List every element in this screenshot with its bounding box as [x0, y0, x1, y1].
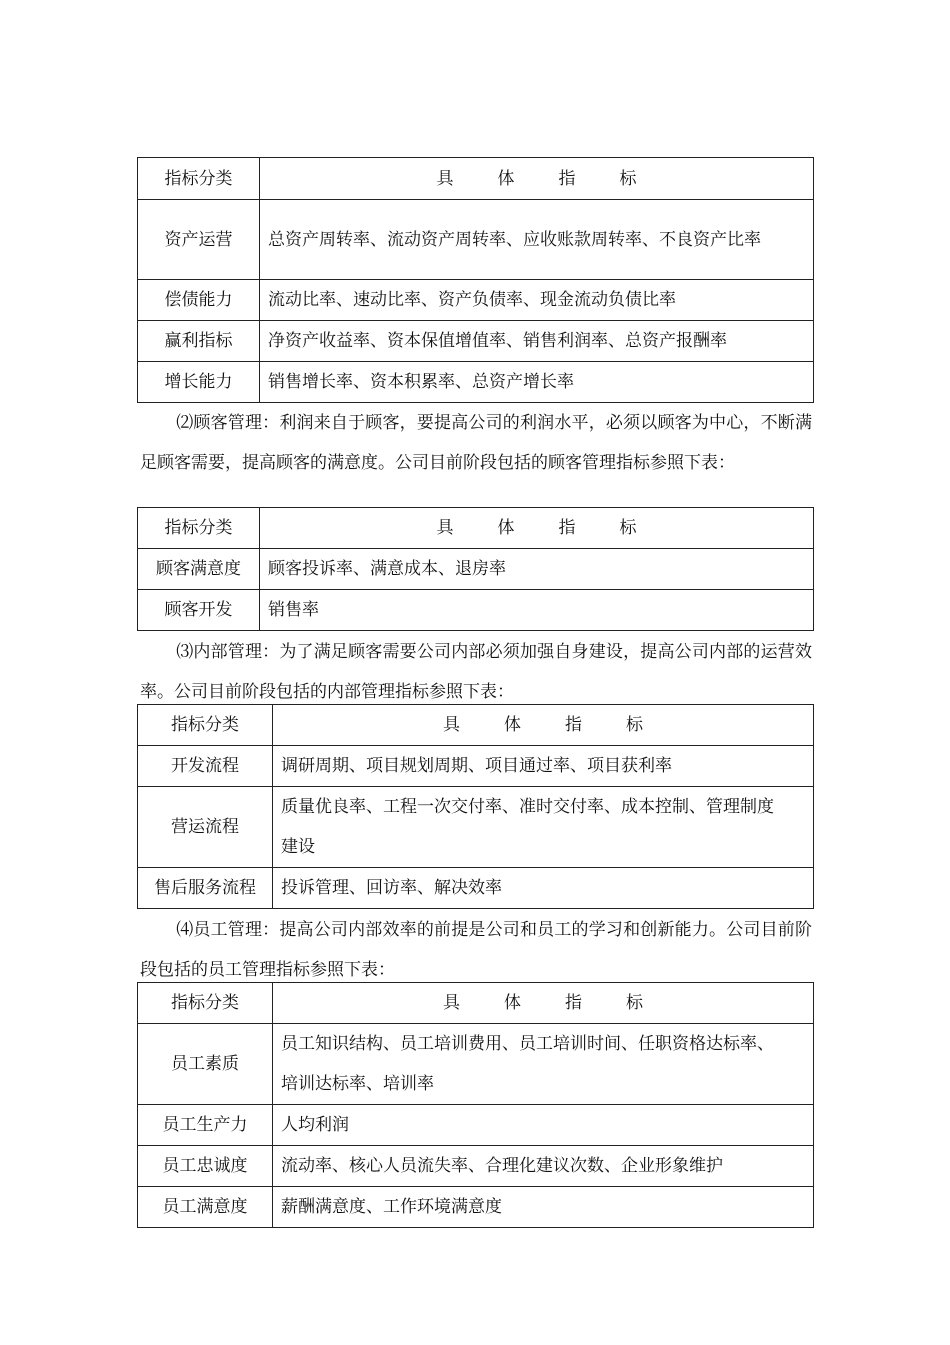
- paragraph-customer-management: ⑵顾客管理：利润来自于顾客，要提高公司的利润水平，必须以顾客为中心，不断满足顾客需要，提高顾客的满意度。公司目前阶段包括的顾客管理指标参照下表：: [140, 413, 812, 473]
- table-row-detail: 顾客投诉率、满意成本、退房率: [260, 549, 814, 590]
- table-row-detail: 净资产收益率、资本保值增值率、销售利润率、总资产报酬率: [260, 321, 814, 362]
- paragraph-internal-management: ⑶内部管理：为了满足顾客需要公司内部必须加强自身建设，提高公司内部的运营效率。公司目前阶段包括的内部管理指标参照下表：: [140, 642, 812, 702]
- table-row-detail: 人均利润: [273, 1105, 814, 1146]
- header-category: 指标分类: [138, 508, 260, 549]
- header-category: 指标分类: [138, 705, 273, 746]
- header-category: 指标分类: [138, 158, 260, 200]
- table-row-detail: 总资产周转率、流动资产周转率、应收账款周转率、不良资产比率: [260, 200, 814, 280]
- table-row-detail: 流动比率、速动比率、资产负债率、现金流动负债比率: [260, 280, 814, 321]
- table-row-category: 员工生产力: [138, 1105, 273, 1146]
- header-detail: 具 体 指 标: [273, 983, 814, 1024]
- table-row-category: 增长能力: [138, 362, 260, 403]
- table-row-category: 售后服务流程: [138, 868, 273, 909]
- paragraph-employee-management: ⑷员工管理：提高公司内部效率的前提是公司和员工的学习和创新能力。公司目前阶段包括的员工管理指标参照下表：: [140, 920, 812, 980]
- table-row-detail: 销售增长率、资本积累率、总资产增长率: [260, 362, 814, 403]
- table-row-detail: 质量优良率、工程一次交付率、准时交付率、成本控制、管理制度建设: [273, 787, 814, 868]
- table-row-detail: 流动率、核心人员流失率、合理化建议次数、企业形象维护: [273, 1146, 814, 1187]
- header-detail: 具 体 指 标: [260, 508, 814, 549]
- table-row-detail: 薪酬满意度、工作环境满意度: [273, 1187, 814, 1228]
- table-row-category: 员工素质: [138, 1024, 273, 1105]
- header-detail: 具 体 指 标: [260, 158, 814, 200]
- table-row-category: 顾客满意度: [138, 549, 260, 590]
- table-row-detail: 投诉管理、回访率、解决效率: [273, 868, 814, 909]
- header-category: 指标分类: [138, 983, 273, 1024]
- customer-indicator-table: [137, 507, 814, 631]
- employee-indicator-table: [137, 982, 814, 1228]
- asset-indicator-table: [137, 157, 814, 403]
- table-row-detail: 销售率: [260, 590, 814, 631]
- internal-indicator-table: [137, 704, 814, 909]
- table-row-category: 营运流程: [138, 787, 273, 868]
- table-row-category: 开发流程: [138, 746, 273, 787]
- header-detail: 具 体 指 标: [273, 705, 814, 746]
- table-row-detail: 员工知识结构、员工培训费用、员工培训时间、任职资格达标率、培训达标率、培训率: [273, 1024, 814, 1105]
- table-row-category: 赢利指标: [138, 321, 260, 362]
- table-row-category: 员工满意度: [138, 1187, 273, 1228]
- table-row-category: 偿债能力: [138, 280, 260, 321]
- table-row-detail: 调研周期、项目规划周期、项目通过率、项目获利率: [273, 746, 814, 787]
- table-row-category: 资产运营: [138, 200, 260, 280]
- table-row-category: 顾客开发: [138, 590, 260, 631]
- table-row-category: 员工忠诚度: [138, 1146, 273, 1187]
